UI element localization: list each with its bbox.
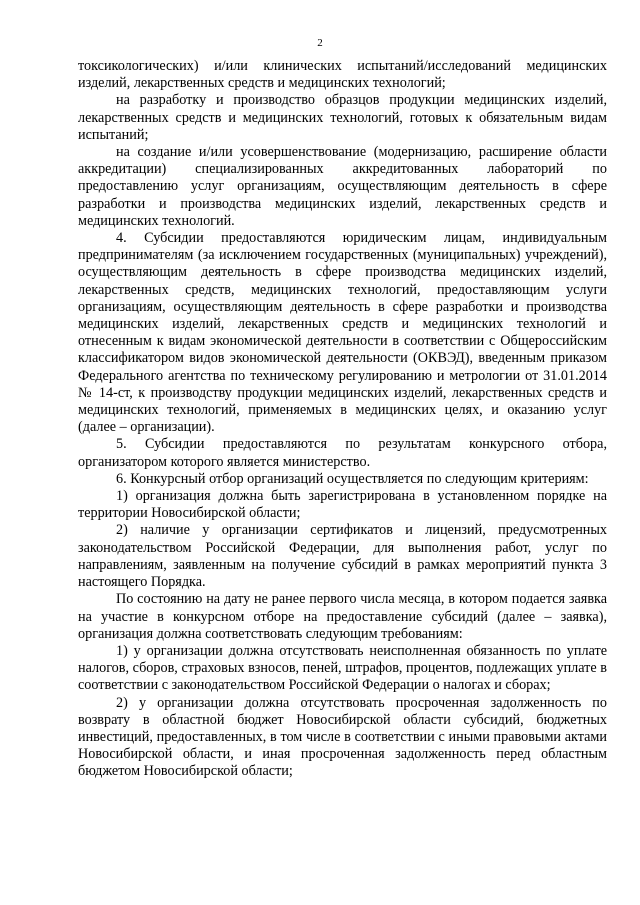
document-body xyxy=(78,58,607,781)
paragraph: 5. Субсидии предоставляются по результатам конкурсного отбора, организатором которого является министерство. xyxy=(78,436,607,470)
paragraph: на создание и/или усовершенствование (модернизацию, расширение области аккредитации) специализированных аккредитованных лабораторий по предоставлению услуг организациям, осуществляющим деятельность в сфере разработки и производства медицинских изделий, лекарственных средств и медицинских технологий. xyxy=(78,144,607,229)
paragraph: 4. Субсидии предоставляются юридическим лицам, индивидуальным предпринимателям (за исключением государственных (муниципальных) учреждений), осуществляющим деятельность в сфере производства медицинских изделий, лекарственных средств, медицинских технологий, предоставляющим услуги организациям, осуществляющим деятельность в сфере разработки и производства медицинских изделий, лекарственных средств и медицинских технологий и отнесенным к видам экономической деятельности в соответствии с Общероссийским классификатором видов экономической деятельности (ОКВЭД), введенным приказом Федерального агентства по техническому регулированию и метрологии от 31.01.2014 № 14-ст, к производству продукции медицинских изделий, лекарственных средств и медицинских технологий, применяемых в медицинских целях, и оказанию услуг (далее – организации). xyxy=(78,230,607,436)
paragraph: токсикологических) и/или клинических испытаний/исследований медицинских изделий, лекарственных средств и медицинских технологий; xyxy=(78,58,607,92)
paragraph: 2) у организации должна отсутствовать просроченная задолженность по возврату в областной бюджет Новосибирской области субсидий, бюджетных инвестиций, предоставленных, в том числе в соответствии с иными правовыми актами Новосибирской области, и иная просроченная задолженность перед областным бюджетом Новосибирской области; xyxy=(78,694,607,780)
paragraph: 1) у организации должна отсутствовать неисполненная обязанность по уплате налогов, сборов, страховых взносов, пеней, штрафов, процентов, подлежащих уплате в соответствии с законодательством Российской Федерации о налогах и сборах; xyxy=(78,642,607,694)
paragraph: 2) наличие у организации сертификатов и лицензий, предусмотренных законодательством Российской Федерации, для выполнения работ, услуг по направлениям, заявленным на получение субсидий в рамках мероприятий пункта 3 настоящего Порядка. xyxy=(78,522,607,591)
page-number: 2 xyxy=(317,37,323,49)
paragraph: 1) организация должна быть зарегистрирована в установленном порядке на территории Новосибирской области; xyxy=(78,488,607,522)
paragraph: По состоянию на дату не ранее первого числа месяца, в котором подается заявка на участие в конкурсном отборе на предоставление субсидий (далее – заявка), организация должна соответствовать следующим требованиям: xyxy=(78,591,607,642)
paragraph: на разработку и производство образцов продукции медицинских изделий, лекарственных средств и медицинских технологий, готовых к обязательным видам испытаний; xyxy=(78,92,607,143)
paragraph: 6. Конкурсный отбор организаций осуществляется по следующим критериям: xyxy=(116,470,589,487)
